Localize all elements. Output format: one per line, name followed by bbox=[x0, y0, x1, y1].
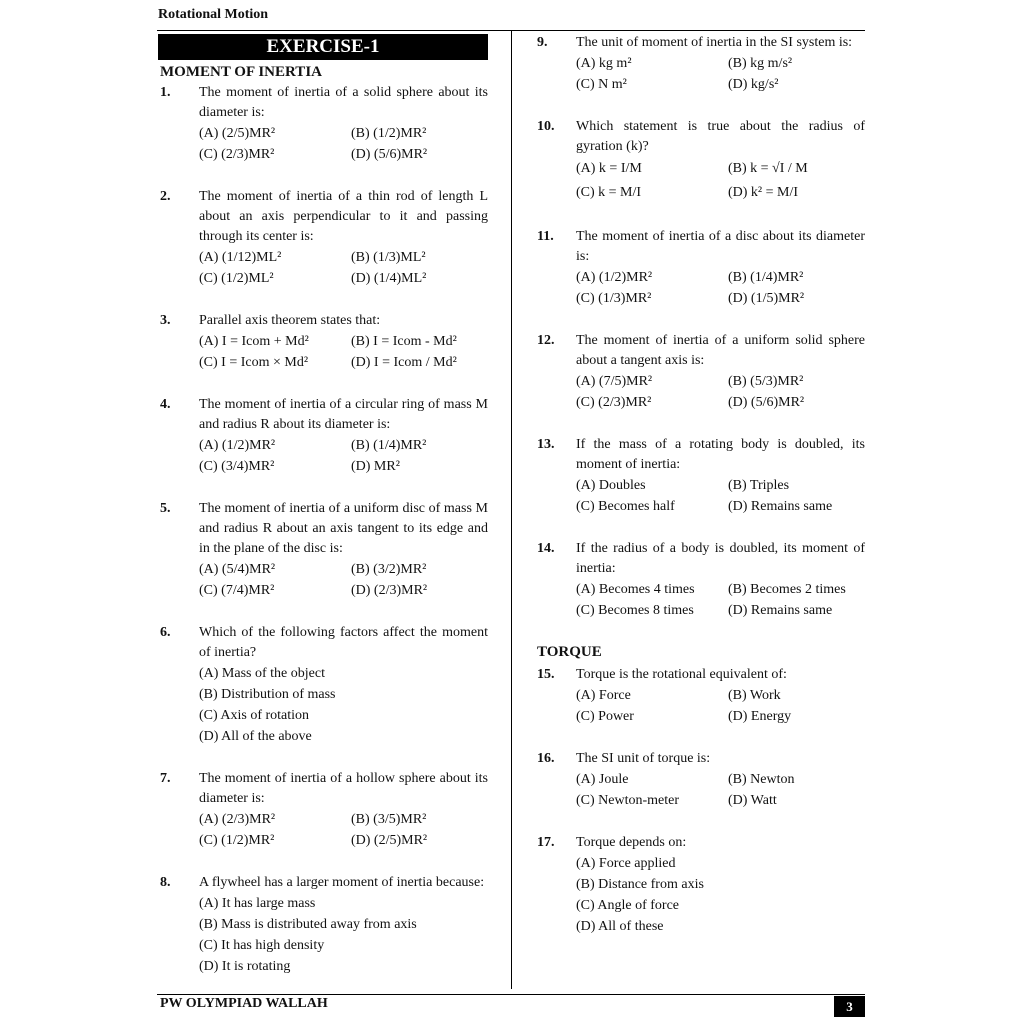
question-text: The moment of inertia of a thin rod of length L about an axis perpendicular to it and passing through its center is: bbox=[199, 189, 488, 244]
option-a: (A) (2/3)MR² bbox=[199, 812, 276, 827]
option-c: (C) (7/4)MR² bbox=[199, 583, 275, 598]
question-17 bbox=[537, 833, 865, 853]
option-d: (D) (5/6)MR² bbox=[728, 395, 805, 410]
question-number: 15. bbox=[537, 667, 555, 682]
option-b: (B) Work bbox=[728, 688, 781, 703]
option-c: (C) Becomes half bbox=[576, 499, 675, 514]
option-a: (A) I = Icom + Md² bbox=[199, 334, 309, 349]
options bbox=[160, 123, 488, 165]
question-6 bbox=[160, 623, 488, 663]
option-b: (B) kg m/s² bbox=[728, 56, 793, 71]
option-d: (D) All of these bbox=[576, 919, 664, 934]
option-d: (D) (2/3)MR² bbox=[351, 583, 428, 598]
question-11 bbox=[537, 227, 865, 267]
question-2 bbox=[160, 187, 488, 247]
question-number: 9. bbox=[537, 35, 548, 50]
option-a: (A) (2/5)MR² bbox=[199, 126, 276, 141]
option-c: (C) (1/3)MR² bbox=[576, 291, 652, 306]
option-b: (B) (3/5)MR² bbox=[351, 812, 427, 827]
page-number: 3 bbox=[834, 996, 865, 1017]
question-text: A flywheel has a larger moment of inertia because: bbox=[199, 875, 485, 890]
question-number: 16. bbox=[537, 751, 555, 766]
option-b: (B) (1/4)MR² bbox=[351, 438, 427, 453]
option-c: (C) Newton-meter bbox=[576, 793, 680, 808]
question-number: 14. bbox=[537, 541, 555, 556]
question-number: 10. bbox=[537, 119, 555, 134]
question-number: 2. bbox=[160, 189, 171, 204]
options bbox=[537, 53, 865, 95]
option-b: (B) Mass is distributed away from axis bbox=[199, 917, 417, 932]
option-c: (C) I = Icom × Md² bbox=[199, 355, 309, 370]
option-c: (C) (1/2)MR² bbox=[199, 833, 275, 848]
option-d: (D) (1/5)MR² bbox=[728, 291, 805, 306]
option-d: (D) Watt bbox=[728, 793, 777, 808]
question-text: Torque is the rotational equivalent of: bbox=[576, 667, 787, 682]
question-text: The moment of inertia of a circular ring of mass M and radius R about its diameter is: bbox=[199, 397, 488, 432]
question-10 bbox=[537, 117, 865, 157]
option-a: (A) (1/12)ML² bbox=[199, 250, 282, 265]
question-text: The moment of inertia of a disc about its diameter is: bbox=[576, 229, 865, 264]
options bbox=[160, 331, 488, 373]
option-a: (A) Force bbox=[576, 688, 631, 703]
options bbox=[160, 893, 488, 977]
option-c: (C) k = M/I bbox=[576, 185, 642, 200]
option-b: (B) (3/2)MR² bbox=[351, 562, 427, 577]
option-c: (C) (1/2)ML² bbox=[199, 271, 274, 286]
option-a: (A) Becomes 4 times bbox=[576, 582, 695, 597]
question-text: The moment of inertia of a uniform disc of mass M and radius R about an axis tangent to its edge and in the plane of the disc is: bbox=[199, 501, 488, 556]
option-a: (A) (1/2)MR² bbox=[576, 270, 653, 285]
option-c: (C) N m² bbox=[576, 77, 627, 92]
section-title-torque: TORQUE bbox=[537, 644, 602, 660]
question-8 bbox=[160, 873, 488, 893]
question-number: 12. bbox=[537, 333, 555, 348]
exercise-banner: EXERCISE-1 bbox=[158, 34, 488, 60]
footer-rule bbox=[157, 994, 865, 995]
question-text: Torque depends on: bbox=[576, 835, 687, 850]
question-number: 1. bbox=[160, 85, 171, 100]
options bbox=[160, 559, 488, 601]
options bbox=[160, 809, 488, 851]
option-d: (D) MR² bbox=[351, 459, 400, 474]
option-b: (B) k = √I / M bbox=[728, 161, 808, 176]
option-d: (D) It is rotating bbox=[199, 959, 291, 974]
options bbox=[537, 475, 865, 517]
question-14 bbox=[537, 539, 865, 579]
option-b: (B) Becomes 2 times bbox=[728, 582, 846, 597]
options bbox=[160, 247, 488, 289]
question-text: If the mass of a rotating body is doubled, its moment of inertia: bbox=[576, 437, 865, 472]
question-number: 5. bbox=[160, 501, 171, 516]
question-text: Parallel axis theorem states that: bbox=[199, 313, 381, 328]
question-3 bbox=[160, 311, 488, 331]
option-d: (D) All of the above bbox=[199, 729, 312, 744]
question-number: 13. bbox=[537, 437, 555, 452]
question-text: The moment of inertia of a solid sphere about its diameter is: bbox=[199, 85, 488, 120]
option-b: (B) Newton bbox=[728, 772, 795, 787]
option-d: (D) (1/4)ML² bbox=[351, 271, 427, 286]
question-9 bbox=[537, 33, 865, 53]
options bbox=[537, 769, 865, 811]
left-column bbox=[160, 34, 488, 977]
question-text: The moment of inertia of a uniform solid sphere about a tangent axis is: bbox=[576, 333, 865, 368]
option-a: (A) Mass of the object bbox=[199, 666, 325, 681]
option-b: (B) Distribution of mass bbox=[199, 687, 336, 702]
option-c: (C) Angle of force bbox=[576, 898, 680, 913]
option-a: (A) kg m² bbox=[576, 56, 632, 71]
question-15 bbox=[537, 665, 865, 685]
question-text: Which of the following factors affect the moment of inertia? bbox=[199, 625, 488, 660]
option-a: (A) k = I/M bbox=[576, 161, 642, 176]
option-b: (B) Distance from axis bbox=[576, 877, 704, 892]
option-d: (D) I = Icom / Md² bbox=[351, 355, 457, 370]
option-c: (C) Power bbox=[576, 709, 634, 724]
question-7 bbox=[160, 769, 488, 809]
option-c: (C) (3/4)MR² bbox=[199, 459, 275, 474]
question-text: If the radius of a body is doubled, its moment of inertia: bbox=[576, 541, 865, 576]
question-12 bbox=[537, 331, 865, 371]
options bbox=[537, 371, 865, 413]
option-d: (D) Remains same bbox=[728, 603, 833, 618]
option-a: (A) (1/2)MR² bbox=[199, 438, 276, 453]
question-text: The moment of inertia of a hollow sphere about its diameter is: bbox=[199, 771, 488, 806]
column-divider bbox=[511, 31, 512, 989]
options bbox=[537, 853, 865, 937]
question-number: 8. bbox=[160, 875, 171, 890]
option-c: (C) Becomes 8 times bbox=[576, 603, 694, 618]
options bbox=[160, 663, 488, 747]
options bbox=[537, 157, 865, 205]
option-b: (B) (1/2)MR² bbox=[351, 126, 427, 141]
option-c: (C) (2/3)MR² bbox=[576, 395, 652, 410]
option-c: (C) (2/3)MR² bbox=[199, 147, 275, 162]
option-d: (D) (5/6)MR² bbox=[351, 147, 428, 162]
option-c: (C) Axis of rotation bbox=[199, 708, 310, 723]
footer-brand: PW OLYMPIAD WALLAH bbox=[160, 996, 328, 1011]
right-column bbox=[537, 33, 865, 937]
question-13 bbox=[537, 435, 865, 475]
option-b: (B) Triples bbox=[728, 478, 790, 493]
question-number: 4. bbox=[160, 397, 171, 412]
option-d: (D) (2/5)MR² bbox=[351, 833, 428, 848]
option-d: (D) kg/s² bbox=[728, 77, 779, 92]
option-b: (B) I = Icom - Md² bbox=[351, 334, 457, 349]
question-16 bbox=[537, 749, 865, 769]
option-b: (B) (1/3)ML² bbox=[351, 250, 426, 265]
option-d: (D) Energy bbox=[728, 709, 792, 724]
question-number: 11. bbox=[537, 229, 554, 244]
question-number: 17. bbox=[537, 835, 555, 850]
question-4 bbox=[160, 395, 488, 435]
option-a: (A) It has large mass bbox=[199, 896, 316, 911]
question-text: The unit of moment of inertia in the SI system is: bbox=[576, 35, 853, 50]
option-b: (B) (5/3)MR² bbox=[728, 374, 804, 389]
question-number: 7. bbox=[160, 771, 171, 786]
question-text: The SI unit of torque is: bbox=[576, 751, 711, 766]
options bbox=[160, 435, 488, 477]
section-title-moment-of-inertia: MOMENT OF INERTIA bbox=[160, 64, 322, 80]
option-a: (A) Force applied bbox=[576, 856, 676, 871]
option-a: (A) (7/5)MR² bbox=[576, 374, 653, 389]
question-1 bbox=[160, 83, 488, 123]
option-a: (A) (5/4)MR² bbox=[199, 562, 276, 577]
options bbox=[537, 685, 865, 727]
option-c: (C) It has high density bbox=[199, 938, 325, 953]
options bbox=[537, 267, 865, 309]
question-number: 3. bbox=[160, 313, 171, 328]
question-5 bbox=[160, 499, 488, 559]
option-d: (D) k² = M/I bbox=[728, 185, 799, 200]
running-header: Rotational Motion bbox=[158, 7, 269, 22]
option-d: (D) Remains same bbox=[728, 499, 833, 514]
question-number: 6. bbox=[160, 625, 171, 640]
question-text: Which statement is true about the radius of gyration (k)? bbox=[576, 119, 865, 154]
option-a: (A) Doubles bbox=[576, 478, 646, 493]
options bbox=[537, 579, 865, 621]
option-a: (A) Joule bbox=[576, 772, 629, 787]
option-b: (B) (1/4)MR² bbox=[728, 270, 804, 285]
